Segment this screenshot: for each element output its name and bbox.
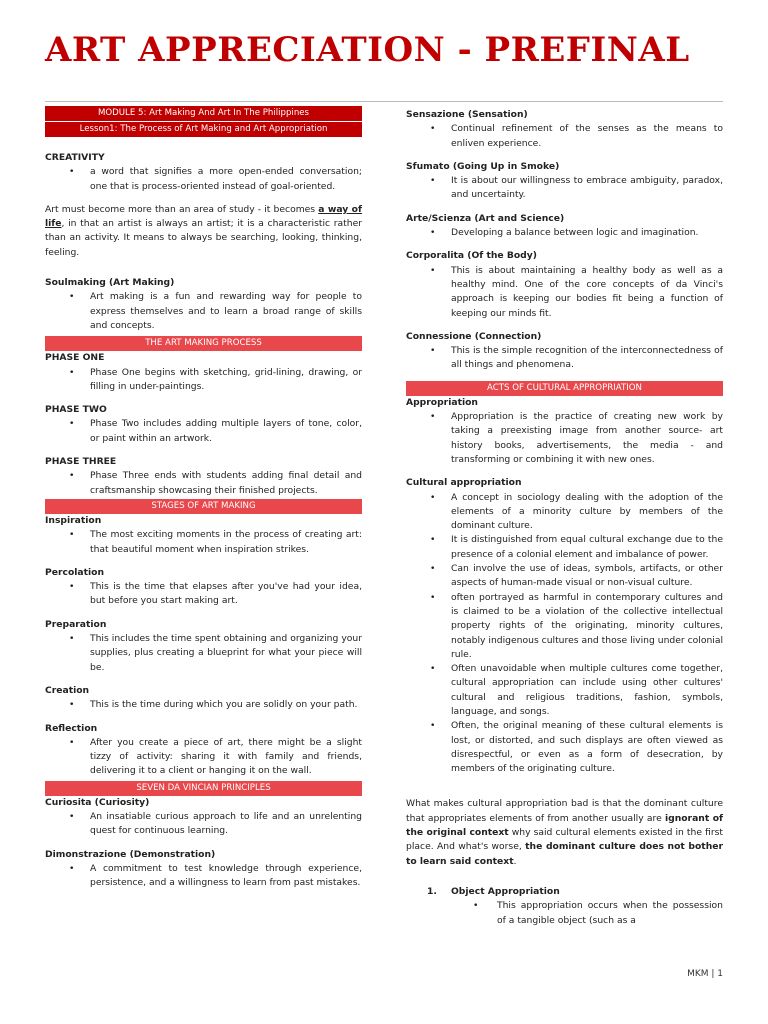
section-banner-art-making-process: THE ART MAKING PROCESS xyxy=(45,336,362,351)
list-item: • This is about maintaining a healthy body as well as a healthy mind. One of the core concepts of da Vinci's approach is keeping our bodies fit being a function of keeping our minds fit. xyxy=(451,264,723,321)
lesson-banner: Lesson1: The Process of Art Making and Art Appropriation xyxy=(45,122,362,137)
list-item: • a word that signifies a more open-ended conversation; one that is process-oriented instead of goal-oriented. xyxy=(90,165,362,194)
phase-heading: PHASE ONE xyxy=(45,352,105,364)
list-item: • Phase One begins with sketching, grid-lining, drawing, or filling in under-paintings. xyxy=(90,366,362,395)
soulmaking-list xyxy=(45,290,362,333)
list-item: • This is the simple recognition of the interconnectedness of all things and phenomena. xyxy=(451,344,723,373)
list-item: • The most exciting moments in the process of creating art: that beautiful moment when inspiration strikes. xyxy=(90,528,362,557)
principle-heading: Sensazione (Sensation) xyxy=(406,109,528,120)
why-bad-paragraph: What makes cultural appropriation bad is that the dominant culture that appropriates elements of from another usually are ignorant of the original context why said cultural elements existed in the first place. And what's worse, the dominant culture does not bother to learn said context. xyxy=(406,798,724,867)
emphasis-text: a way of life xyxy=(45,203,362,230)
principle-heading: Corporalita (Of the Body) xyxy=(406,250,537,262)
list-item: • This is the time during which you are solidly on your path. xyxy=(90,698,362,712)
list-item: • A concept in sociology dealing with the adoption of the elements of a minority culture by members of the dominant culture. xyxy=(451,491,723,534)
list-item: • This includes the time spent obtaining and organizing your supplies, plus creating a blueprint for what your piece will be. xyxy=(90,632,362,675)
left-column xyxy=(45,106,362,890)
principle-heading: Dimonstrazione (Demonstration) xyxy=(45,848,216,860)
list-item: • Continual refinement of the senses as the means to enliven experience. xyxy=(451,122,723,151)
appropriation-heading: Appropriation xyxy=(406,396,478,408)
page-footer: MKM | 1 xyxy=(687,969,723,979)
emphasis-text: the dominant culture does not bother to learn said context xyxy=(406,841,724,867)
numbered-item-object-appropriation xyxy=(406,885,723,899)
soulmaking-heading: Soulmaking (Art Making) xyxy=(45,277,175,289)
list-item: • Appropriation is the practice of creating new work by taking a preexisting image from another source- art history books, advertisements, the media - and transforming or combining it with new ones. xyxy=(451,410,723,467)
stage-heading: Creation xyxy=(45,684,90,696)
title-divider xyxy=(45,101,723,102)
list-item: • Art making is a fun and rewarding way for people to express themselves and to learn a broad range of skills and concepts. xyxy=(90,290,362,333)
principle-heading: Sfumato (Going Up in Smoke) xyxy=(406,160,560,172)
creativity-heading: CREATIVITY xyxy=(45,152,105,163)
list-item: • It is about our willingness to embrace ambiguity, paradox, and uncertainty. xyxy=(451,174,723,203)
principle-heading: Connessione (Connection) xyxy=(406,330,542,342)
principle-heading: Arte/Scienza (Art and Science) xyxy=(406,212,565,224)
section-banner-da-vincian: SEVEN DA VINCIAN PRINCIPLES xyxy=(45,781,362,796)
list-item: • After you create a piece of art, there might be a slight tizzy of activity: sharing it with family and friends, delivering it to a client or hanging it on the wall. xyxy=(90,736,362,779)
cultural-appropriation-heading: Cultural appropriation xyxy=(406,477,522,489)
creativity-paragraph: Art must become more than an area of study - it becomes a way of life, in that an artist is always an artist; it is a characteristic rather than an activity. It means to always be searching, looking, thinking, feeling. xyxy=(45,203,362,258)
list-item: • Developing a balance between logic and imagination. xyxy=(451,226,723,240)
list-item: • Often unavoidable when multiple cultures come together, cultural appropriation can include using other cultures' cultural and religious traditions, fashion, symbols, language, and songs. xyxy=(451,662,723,719)
list-item: • Phase Three ends with students adding final detail and craftsmanship showcasing their finished projects. xyxy=(90,469,362,498)
list-item: • An insatiable curious approach to life and an unrelenting quest for continuous learning. xyxy=(90,810,362,839)
list-item: • Phase Two includes adding multiple layers of tone, color, or paint within an artwork. xyxy=(90,417,362,446)
list-item: • It is distinguished from equal cultural exchange due to the presence of a colonial element and imbalance of power. xyxy=(451,533,723,562)
list-item: • often portrayed as harmful in contemporary cultures and is claimed to be a violation of the collective intellectual property rights of the originating, minority cultures, notably indigenous cultures and those living under colonial rule. xyxy=(451,591,723,662)
emphasis-text: ignorant of the original context xyxy=(406,812,724,839)
list-item: • Often, the original meaning of these cultural elements is lost, or distorted, and such displays are often viewed as disrespectful, or even as a form of desecration, by members of the originating culture. xyxy=(451,719,723,776)
phase-heading: PHASE THREE xyxy=(45,456,117,468)
cultural-appropriation-list xyxy=(406,491,723,777)
stage-heading: Inspiration xyxy=(45,514,102,526)
list-item: • A commitment to test knowledge through experience, persistence, and a willingness to learn from past mistakes. xyxy=(90,862,362,891)
page-title: ART APPRECIATION - PREFINAL xyxy=(45,30,690,70)
creativity-list xyxy=(45,165,362,194)
section-banner-stages: STAGES OF ART MAKING xyxy=(45,499,362,514)
right-column xyxy=(406,108,723,928)
list-item: • This appropriation occurs when the possession of a tangible object (such as a xyxy=(497,899,723,928)
principle-heading: Curiosita (Curiosity) xyxy=(45,796,150,808)
stage-heading: Reflection xyxy=(45,722,98,734)
item-number: 1. xyxy=(427,885,437,897)
list-item: • This is the time that elapses after you've had your idea, but before you start making art. xyxy=(90,580,362,609)
stage-heading: Preparation xyxy=(45,618,107,630)
section-banner-cultural-appropriation: ACTS OF CULTURAL APPROPRIATION xyxy=(406,381,723,396)
item-title: Object Appropriation xyxy=(451,885,560,897)
list-item: • Can involve the use of ideas, symbols, artifacts, or other aspects of human-made visual or non-visual culture. xyxy=(451,562,723,591)
module-banner: MODULE 5: Art Making And Art In The Philippines xyxy=(45,106,362,121)
phase-heading: PHASE TWO xyxy=(45,404,107,416)
stage-heading: Percolation xyxy=(45,566,104,578)
